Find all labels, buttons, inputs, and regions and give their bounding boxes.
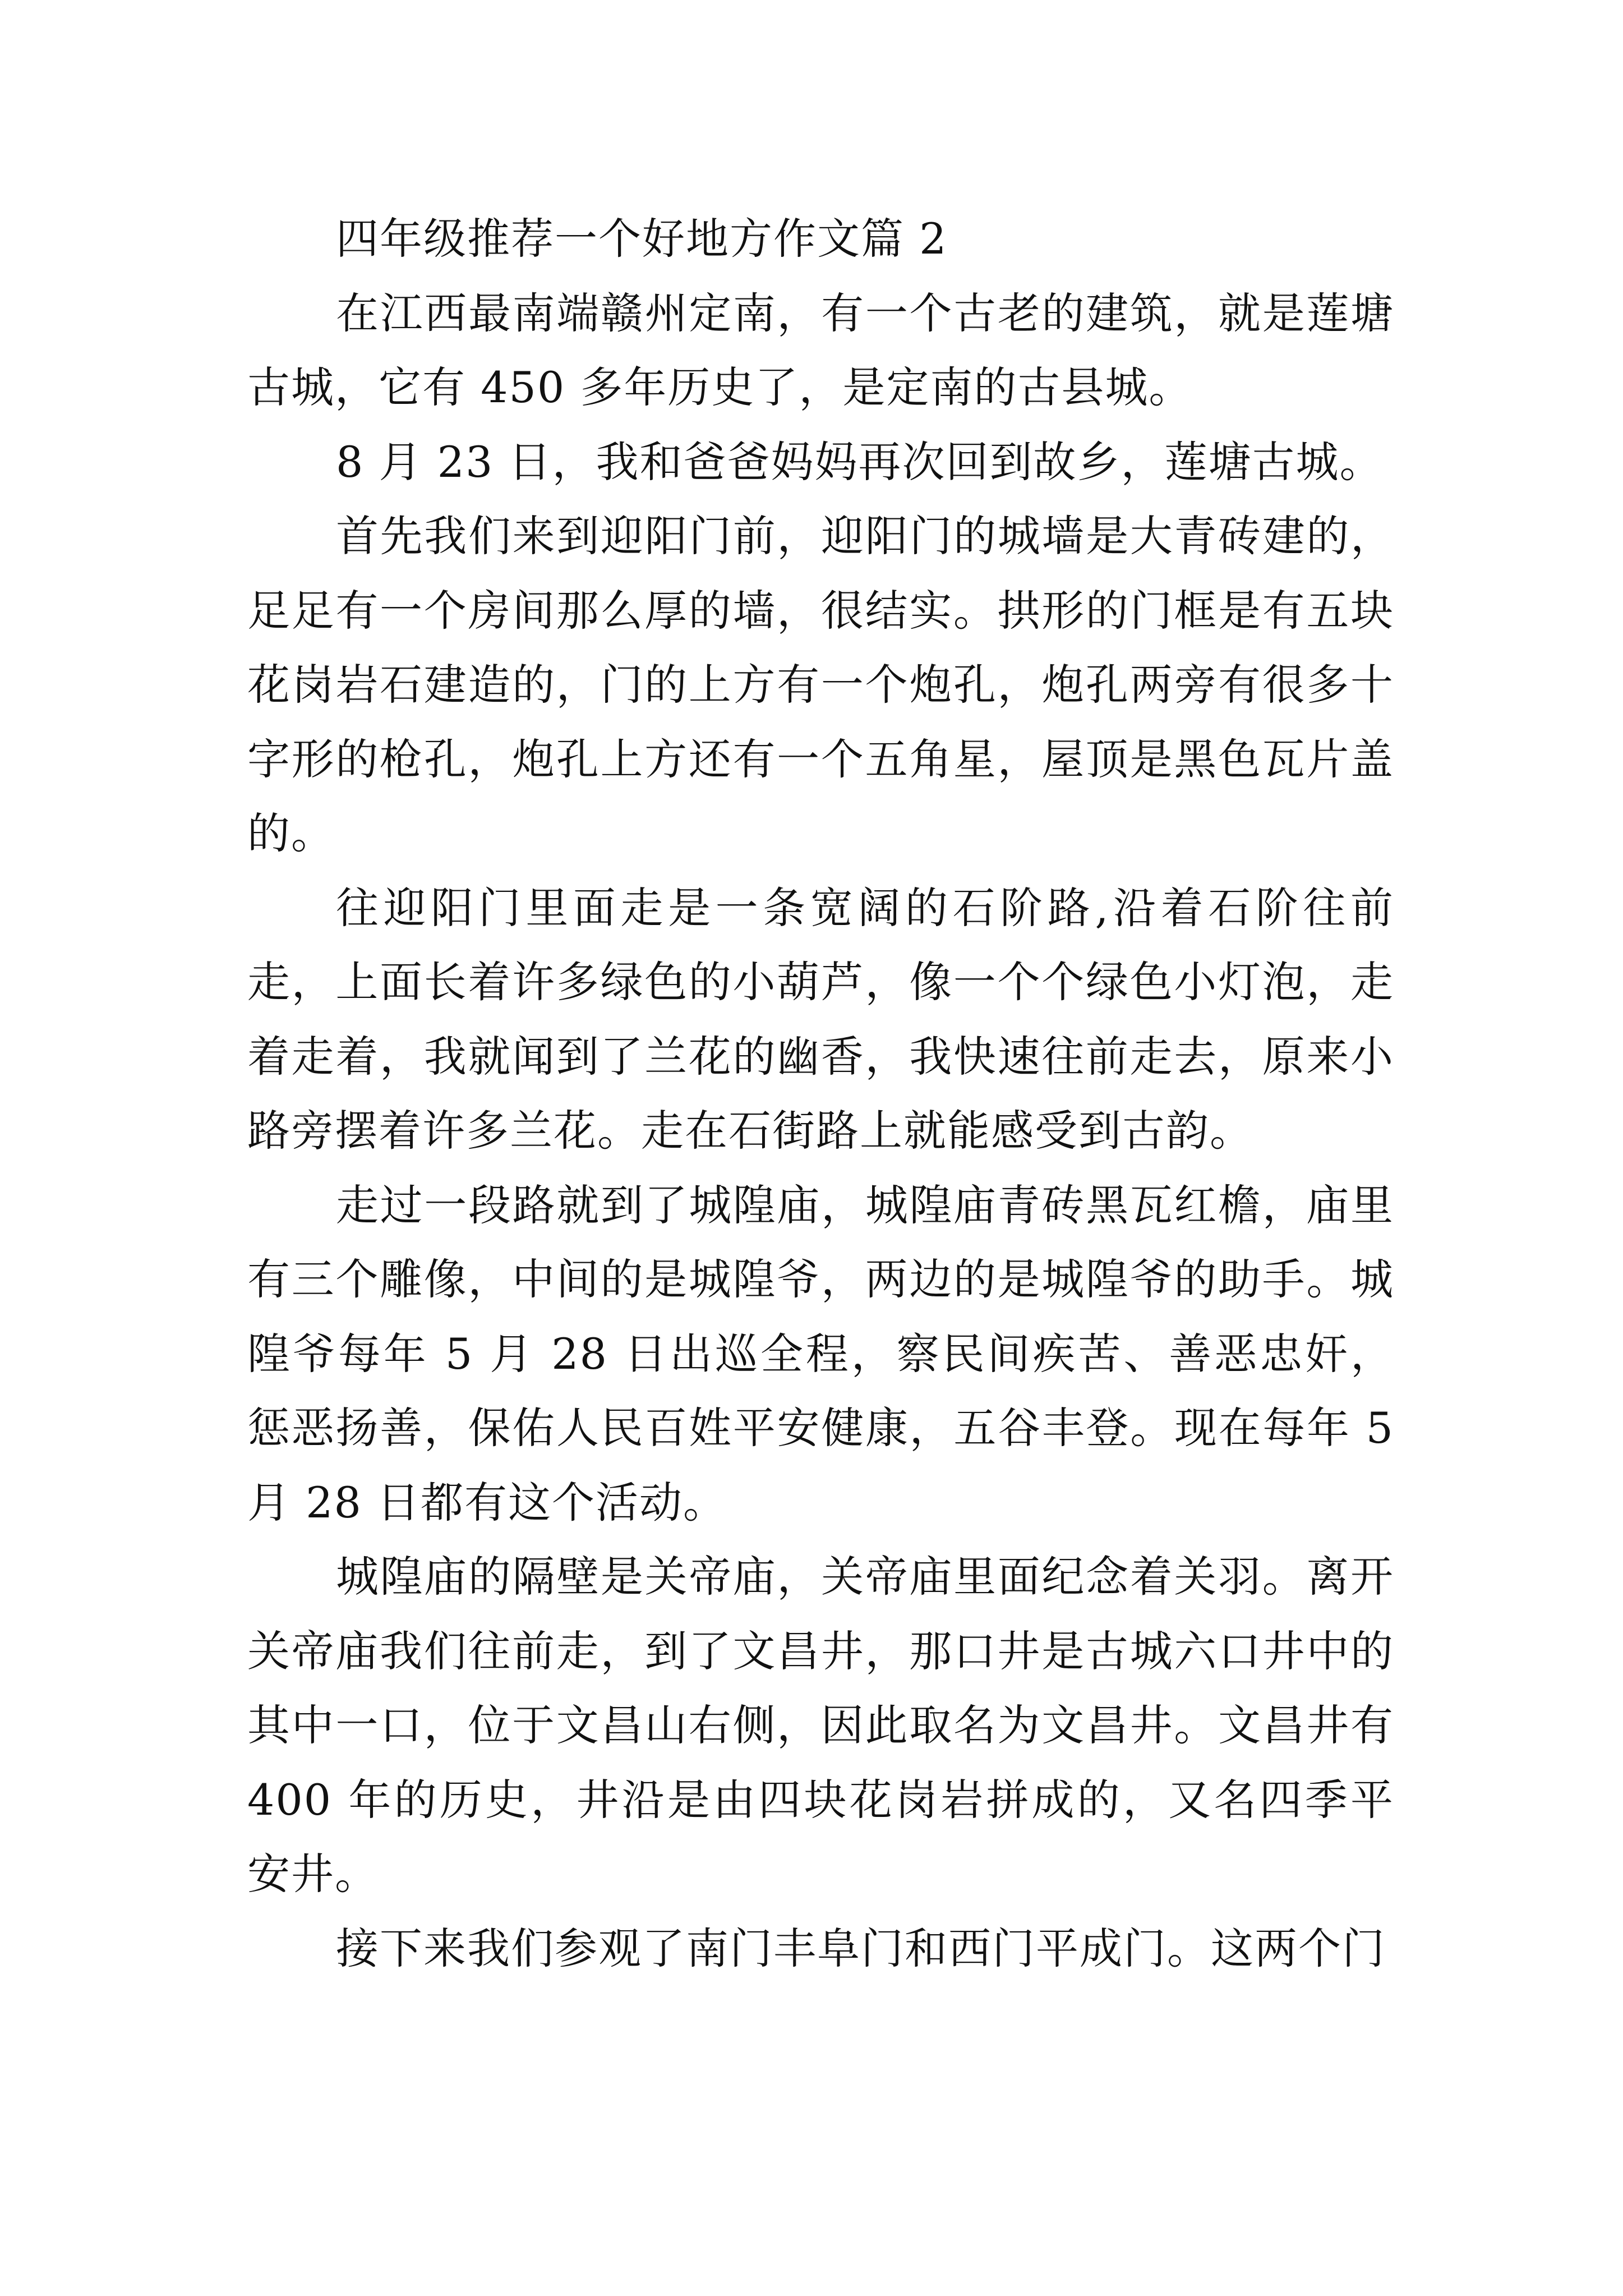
paragraph-5: 走过一段路就到了城隍庙，城隍庙青砖黑瓦红檐，庙里有三个雕像，中间的是城隍爷，两边的是城隍爷的助手。城隍爷每年 5 月 28 日出巡全程，察民间疾苦、善恶忠奸，惩恶扬善，保佑人民百姓平安健康，五谷丰登。现在每年 5 月 28 日都有这个活动。 — [247, 1180, 1394, 1527]
paragraph-4: 往迎阳门里面走是一条宽阔的石阶路,沿着石阶往前走，上面长着许多绿色的小葫芦，像一个个绿色小灯泡，走着走着，我就闻到了兰花的幽香，我快速往前走去，原来小路旁摆着许多兰花。走在石街路上就能感受到古韵。 — [247, 882, 1394, 1156]
essay-body — [247, 202, 1394, 1986]
paragraph-2: 8 月 23 日，我和爸爸妈妈再次回到故乡，莲塘古城。 — [336, 436, 1384, 487]
paragraph-3: 首先我们来到迎阳门前，迎阳门的城墙是大青砖建的，足足有一个房间那么厚的墙，很结实。拱形的门框是有五块花岗岩石建造的，门的上方有一个炮孔，炮孔两旁有很多十字形的枪孔，炮孔上方还有一个五角星，屋顶是黑色瓦片盖的。 — [247, 511, 1394, 858]
paragraph-6: 城隍庙的隔壁是关帝庙，关帝庙里面纪念着关羽。离开关帝庙我们往前走，到了文昌井，那口井是古城六口井中的其中一口，位于文昌山右侧，因此取名为文昌井。文昌井有 400 年的历史，井沿是由四块花岗岩拼成的，又名四季平安井。 — [247, 1552, 1394, 1899]
paragraph-1: 在江西最南端赣州定南，有一个古老的建筑，就是莲塘古城，它有 450 多年历史了，是定南的古县城。 — [247, 288, 1394, 412]
paragraph-7: 接下来我们参观了南门丰阜门和西门平成门。这两个门 — [336, 1923, 1386, 1973]
essay-title: 四年级推荐一个好地方作文篇 2 — [336, 214, 948, 264]
